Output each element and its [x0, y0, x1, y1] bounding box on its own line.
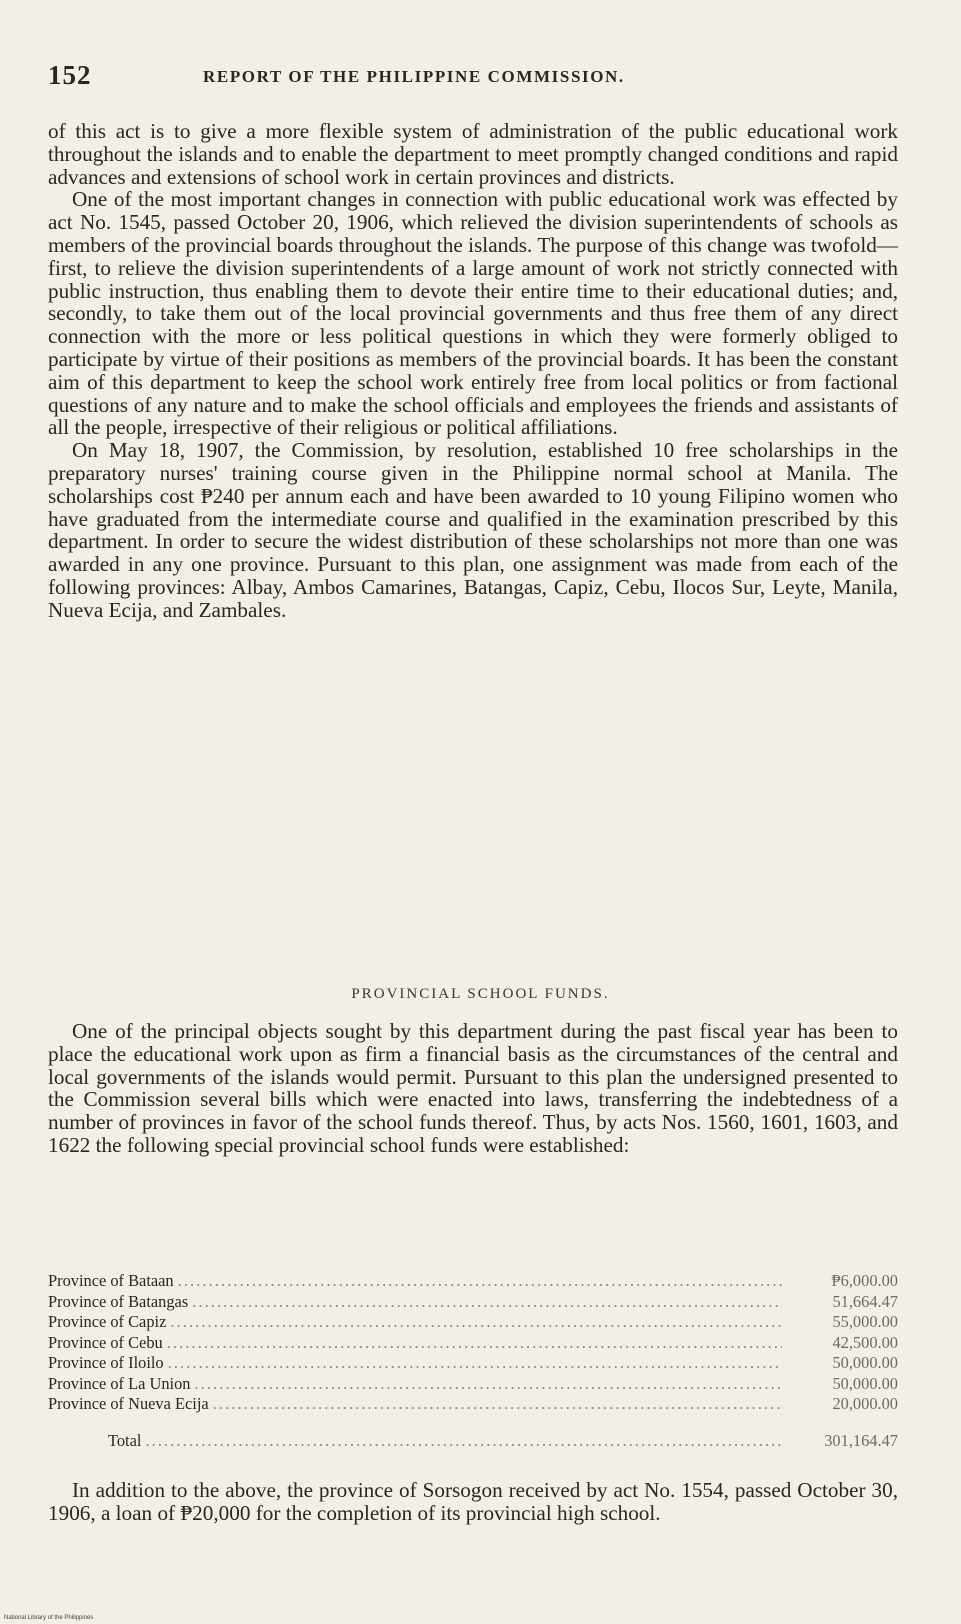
running-title: REPORT OF THE PHILIPPINE COMMISSION. — [203, 67, 625, 86]
fund-row — [48, 1271, 898, 1292]
fund-province: Province of Capiz — [48, 1312, 167, 1331]
fund-province: Province of Nueva Ecija — [48, 1394, 209, 1413]
fund-total-row — [48, 1431, 898, 1452]
fund-amount: 51,664.47 — [832, 1291, 898, 1311]
fund-amount: 20,000.00 — [832, 1394, 898, 1413]
fund-province: Province of Batangas — [48, 1291, 189, 1311]
fund-total-amount: 301,164.47 — [824, 1430, 898, 1450]
school-funds-table — [48, 1271, 898, 1451]
fund-province: Province of La Union — [48, 1373, 191, 1393]
dot-leader — [178, 1271, 782, 1292]
body-text-bottom — [48, 1479, 898, 1525]
page-header — [48, 60, 891, 90]
body-text-middle — [48, 1020, 898, 1157]
fund-province: Province of Bataan — [48, 1271, 174, 1290]
fund-amount: ₱6,000.00 — [831, 1271, 898, 1290]
dot-leader — [194, 1374, 782, 1395]
dot-leader — [213, 1394, 782, 1415]
paragraph: One of the most important changes in connection with public educational work was effected by act No. 1545, passed October 20, 1906, which relieved the division superintendents of schools as members of the provincial boards throughout the islands. The purpose of this change was twofold—first, to relieve the division superintendents of a large amount of work not strictly connected with public instruction, thus enabling them to devote their entire time to their educational duties; and, secondly, to take them out of the local provincial governments and thus free them of any direct connection with the more or less political questions in which they were formerly obliged to participate by virtue of their positions as members of the provincial boards. It has been the constant aim of this department to keep the school work entirely free from local politics or from factional questions of any nature and to make the school officials and employees the friends and assistants of all the people, irrespective of their religious or political affiliations. — [48, 187, 898, 440]
paragraph: of this act is to give a more flexible system of administration of the public educational work throughout the islands and to enable the department to meet promptly changed conditions and rapid advances and extensions of school work in certain provinces and districts. — [48, 119, 898, 189]
dot-leader — [192, 1292, 782, 1313]
fund-amount: 50,000.00 — [832, 1353, 898, 1372]
fund-amount: 55,000.00 — [832, 1312, 898, 1331]
fund-row — [48, 1292, 898, 1313]
paragraph: On May 18, 1907, the Commission, by resolution, established 10 free scholarships in the preparatory nurses' training course given in the Philippine normal school at Manila. The scholarships cost ₱240 per annum each and have been awarded to 10 young Filipino women who have graduated from the intermediate course and qualified in the examination prescribed by this department. In order to secure the widest distribution of these scholarships not more than one was awarded in any one province. Pursuant to this plan, one assignment was made from each of the following provinces: Albay, Ambos Camarines, Batangas, Capiz, Cebu, Ilocos Sur, Leyte, Manila, Nueva Ecija, and Zambales. — [48, 438, 898, 622]
dot-leader — [170, 1312, 782, 1333]
fund-row — [48, 1353, 898, 1374]
fund-amount: 42,500.00 — [832, 1332, 898, 1352]
fund-amount: 50,000.00 — [832, 1373, 898, 1393]
paragraph: In addition to the above, the province of Sorsogon received by act No. 1554, passed October 30, 1906, a loan of ₱20,000 for the completion of its provincial high school. — [48, 1478, 898, 1525]
dot-leader — [167, 1333, 782, 1354]
fund-row — [48, 1333, 898, 1354]
fund-total-label: Total — [108, 1430, 142, 1450]
section-heading: PROVINCIAL SCHOOL FUNDS. — [351, 986, 610, 1002]
body-text-top — [48, 120, 898, 622]
footer-credit: National Library of the Philippines — [4, 1615, 94, 1621]
fund-province: Province of Cebu — [48, 1332, 163, 1352]
fund-row — [48, 1394, 898, 1415]
dot-leader — [145, 1431, 782, 1452]
dot-leader — [168, 1353, 782, 1374]
fund-row — [48, 1312, 898, 1333]
paragraph: One of the principal objects sought by this department during the past fiscal year has been to place the educational work upon as firm a financial basis as the circumstances of the central and local governments of the islands would permit. Pursuant to this plan the undersigned presented to the Commission several bills which were enacted into laws, transferring the indebtedness of a number of provinces in favor of the school funds thereof. Thus, by acts Nos. 1560, 1601, 1603, and 1622 the following special provincial school funds were established: — [48, 1019, 898, 1157]
page-number: 152 — [48, 60, 92, 90]
fund-row — [48, 1374, 898, 1395]
fund-province: Province of Iloilo — [48, 1353, 164, 1372]
